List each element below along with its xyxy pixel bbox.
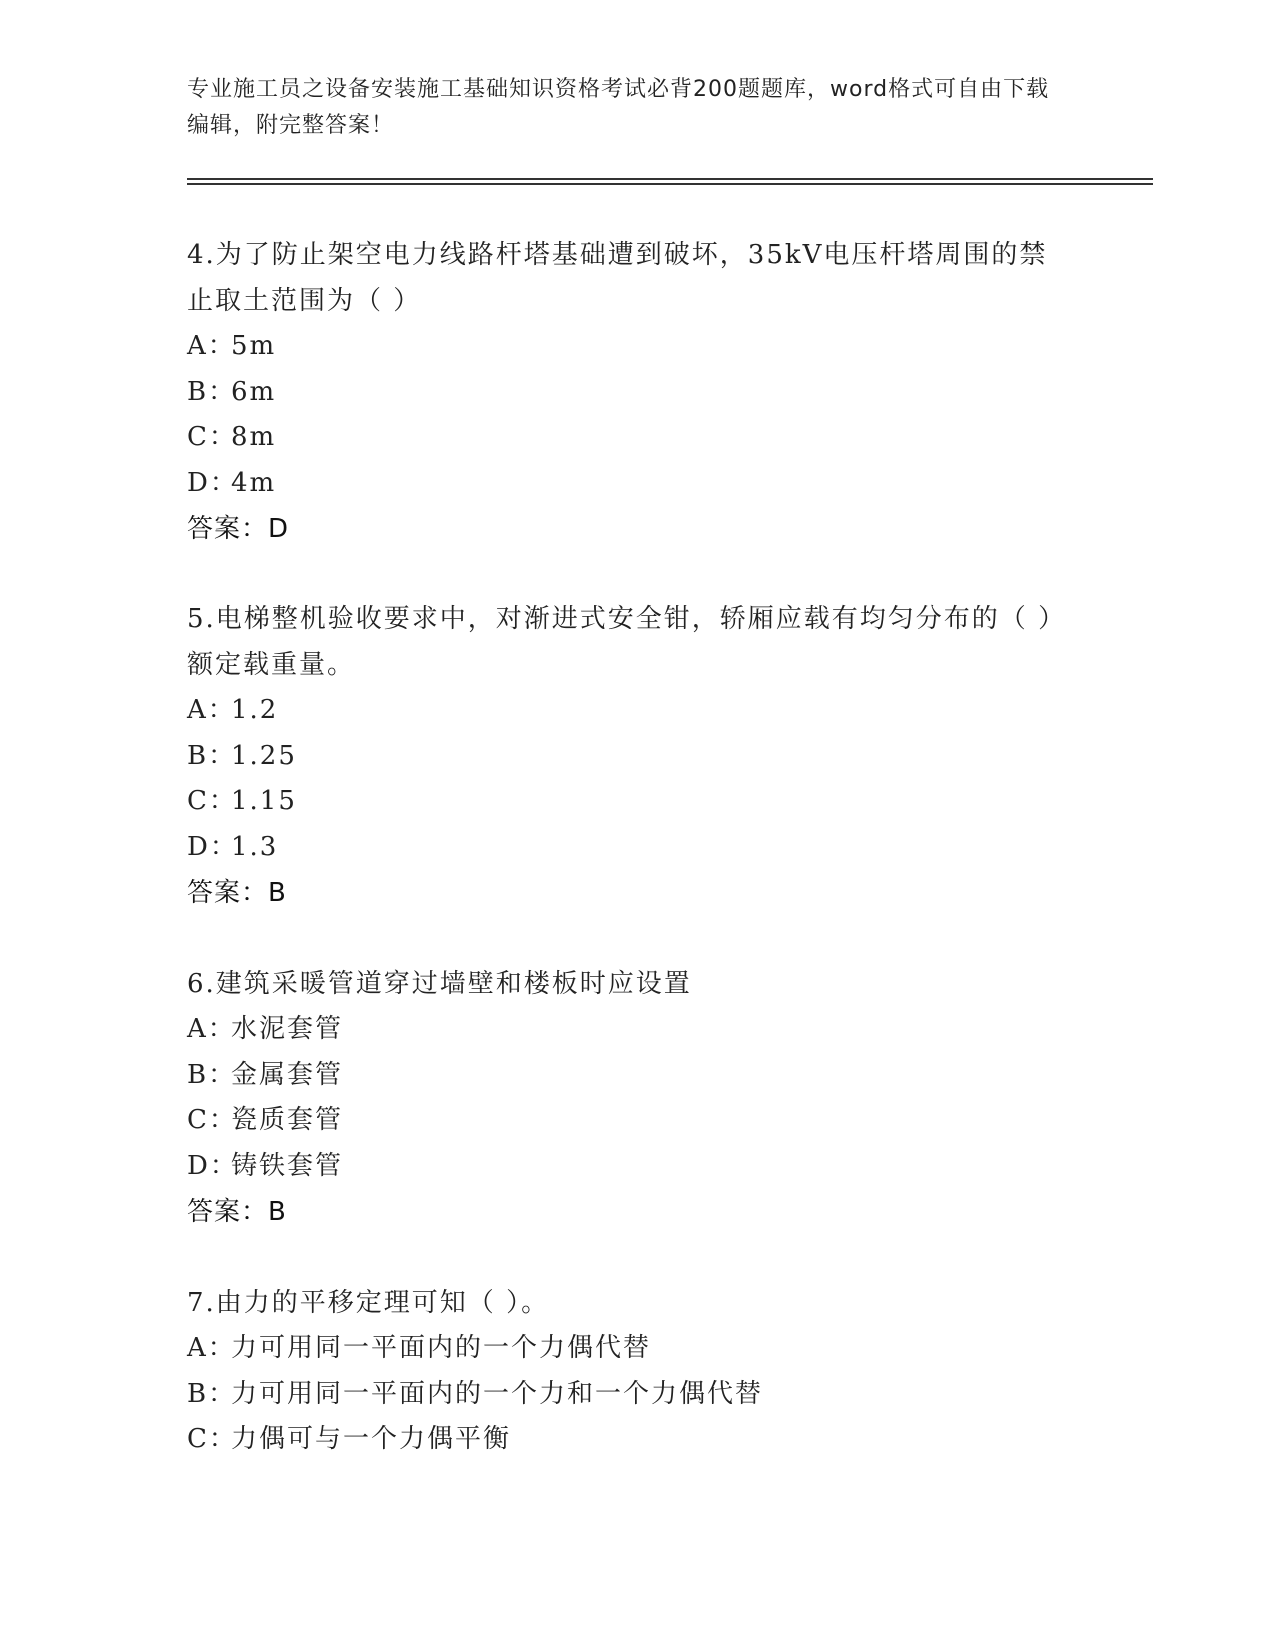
answer-line: 答案：D: [187, 514, 290, 544]
answer-line: 答案：B: [187, 1197, 287, 1227]
option-text: 5m: [231, 331, 277, 361]
option-key: D：: [187, 467, 238, 498]
option-text: 1.2: [231, 695, 279, 725]
option-b: [187, 734, 1067, 780]
option-key: B：: [187, 1059, 237, 1090]
option-text: 1.15: [231, 786, 297, 816]
question-5: [187, 596, 1067, 916]
option-text: 铸铁套管: [231, 1150, 344, 1181]
option-a: [187, 1326, 1067, 1372]
option-a: [187, 1007, 1067, 1053]
header-divider-bottom: [187, 183, 1153, 185]
option-key: C：: [187, 786, 237, 816]
option-text: 力可用同一平面内的一个力和一个力偶代替: [231, 1378, 764, 1409]
answer-line: 答案：B: [187, 878, 287, 908]
option-text: 8m: [231, 422, 277, 452]
option-key: A：: [187, 1333, 236, 1363]
option-d: [187, 461, 1067, 507]
option-text: 4m: [231, 467, 277, 498]
option-c: [187, 779, 1067, 825]
option-b: [187, 1053, 1067, 1099]
option-key: B：: [187, 740, 237, 771]
option-text: 6m: [231, 376, 277, 407]
option-d: [187, 1144, 1067, 1190]
option-key: D：: [187, 1150, 238, 1181]
option-text: 水泥套管: [231, 1014, 344, 1044]
option-key: C：: [187, 1105, 237, 1135]
option-text: 瓷质套管: [231, 1105, 344, 1135]
option-key: A：: [187, 331, 236, 361]
option-key: C：: [187, 1424, 237, 1454]
question-6: [187, 961, 1067, 1235]
option-text: 1.3: [231, 831, 279, 862]
option-a: [187, 688, 1067, 734]
option-text: 金属套管: [231, 1059, 344, 1090]
option-text: 力可用同一平面内的一个力偶代替: [231, 1333, 652, 1363]
option-c: [187, 1098, 1067, 1144]
option-b: [187, 1372, 1067, 1418]
document-header-title: 专业施工员之设备安装施工基础知识资格考试必背200题题库，word格式可自由下载编辑，附完整答案！: [187, 77, 1050, 138]
question-7: [187, 1280, 1067, 1463]
option-key: A：: [187, 695, 236, 725]
option-key: C：: [187, 422, 237, 452]
option-b: [187, 370, 1067, 416]
option-c: [187, 415, 1067, 461]
question-4: [187, 232, 1067, 552]
question-stem: 7.由力的平移定理可知（ ）。: [187, 1288, 550, 1318]
option-d: [187, 825, 1067, 871]
question-stem: 6.建筑采暖管道穿过墙壁和楼板时应设置: [187, 969, 692, 999]
option-key: D：: [187, 831, 238, 862]
question-stem: 5.电梯整机验收要求中，对渐进式安全钳，轿厢应载有均匀分布的（ ）额定载重量。: [187, 604, 1067, 680]
option-key: A：: [187, 1014, 236, 1044]
question-stem: 4.为了防止架空电力线路杆塔基础遭到破坏，35kV电压杆塔周围的禁止取土范围为（ ）: [187, 240, 1048, 316]
option-c: [187, 1417, 1067, 1463]
option-key: B：: [187, 1378, 237, 1409]
option-text: 力偶可与一个力偶平衡: [231, 1424, 512, 1454]
option-a: [187, 324, 1067, 370]
option-key: B：: [187, 376, 237, 407]
option-text: 1.25: [231, 740, 297, 771]
header-divider-top: [187, 178, 1153, 180]
